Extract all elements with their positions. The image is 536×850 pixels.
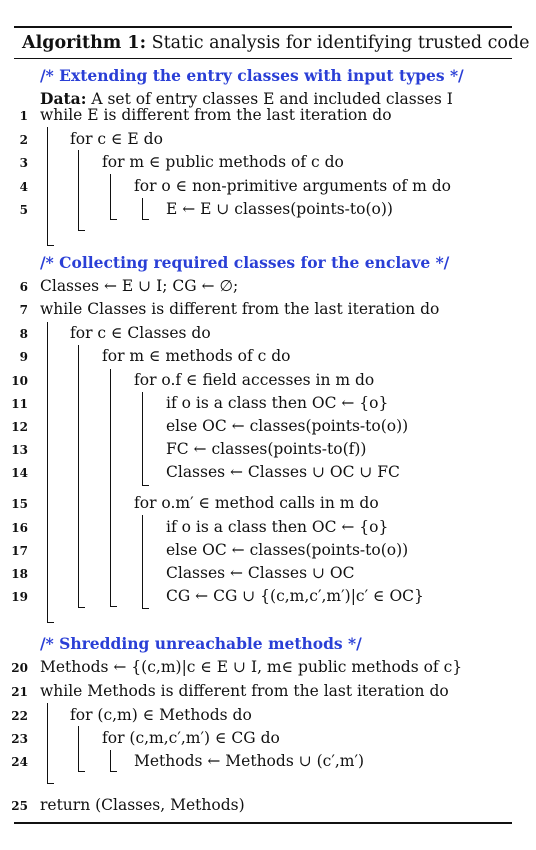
block-bar [47, 127, 48, 245]
algorithm-name: Static analysis for identifying trusted code [151, 33, 530, 53]
line-number: 2 [19, 133, 28, 147]
block-bar [110, 369, 111, 606]
block-bar [142, 515, 143, 608]
title-rule [14, 58, 512, 59]
block-end [142, 219, 149, 220]
code-line-11: if o is a class then OC ← {o} [166, 394, 389, 412]
code-line-25: return (Classes, Methods) [40, 796, 245, 814]
code-line-12: else OC ← classes(points-to(o)) [166, 417, 409, 435]
block-bar [78, 726, 79, 771]
code-line-5: E ← E ∪ classes(points-to(o)) [166, 200, 393, 218]
block-end [110, 606, 117, 607]
data-text: A set of entry classes E and included classes I [91, 90, 453, 108]
line-number: 21 [11, 685, 28, 699]
line-number: 8 [19, 327, 28, 341]
line-number: 3 [19, 156, 28, 170]
line-number: 13 [11, 443, 28, 457]
comment-collecting: /* Collecting required classes for the enclave */ [40, 253, 450, 272]
data-label: Data: [40, 89, 87, 108]
block-bar [110, 174, 111, 219]
line-number: 9 [19, 350, 28, 364]
line-number: 22 [11, 709, 28, 723]
block-bar [110, 750, 111, 771]
line-number: 20 [11, 661, 28, 675]
code-line-10: for o.f ∈ field accesses in m do [134, 371, 375, 389]
block-bar [142, 392, 143, 485]
code-line-18: Classes ← Classes ∪ OC [166, 564, 355, 582]
block-end [78, 771, 85, 772]
code-line-1: while E is different from the last iteration do [40, 106, 392, 124]
code-line-17: else OC ← classes(points-to(o)) [166, 541, 409, 559]
line-number: 4 [19, 180, 28, 194]
block-end [78, 607, 85, 608]
line-number: 25 [11, 799, 28, 813]
code-line-20: Methods ← {(c,m)|c ∈ E ∪ I, m∈ public methods of c} [40, 658, 463, 676]
code-line-9: for m ∈ methods of c do [102, 347, 291, 365]
line-number: 1 [19, 109, 28, 123]
code-line-14: Classes ← Classes ∪ OC ∪ FC [166, 463, 400, 481]
block-bar [142, 198, 143, 219]
code-line-8: for c ∈ Classes do [70, 324, 211, 342]
line-number: 7 [19, 303, 28, 317]
block-end [47, 622, 54, 623]
line-number: 23 [11, 732, 28, 746]
line-number: 15 [11, 497, 28, 511]
code-line-7: while Classes is different from the last iteration do [40, 300, 440, 318]
block-bar [47, 703, 48, 783]
block-end [110, 219, 117, 220]
code-line-13: FC ← classes(points-to(f)) [166, 440, 367, 458]
comment-shredding: /* Shredding unreachable methods */ [40, 634, 362, 653]
comment-extending: /* Extending the entry classes with input types */ [40, 66, 464, 85]
block-end [142, 608, 149, 609]
code-line-3: for m ∈ public methods of c do [102, 153, 344, 171]
code-line-19: CG ← CG ∪ {(c,m,c′,m′)|c′ ∈ OC} [166, 587, 424, 605]
code-line-16: if o is a class then OC ← {o} [166, 518, 389, 536]
code-line-15: for o.m′ ∈ method calls in m do [134, 494, 379, 512]
block-end [47, 245, 54, 246]
line-number: 5 [19, 203, 28, 217]
code-line-24: Methods ← Methods ∪ (c′,m′) [134, 752, 365, 770]
block-end [47, 783, 54, 784]
algorithm-title [22, 33, 530, 53]
line-number: 10 [11, 374, 28, 388]
code-line-6: Classes ← E ∪ I; CG ← ∅; [40, 277, 239, 295]
code-line-23: for (c,m,c′,m′) ∈ CG do [102, 729, 280, 747]
block-end [110, 771, 117, 772]
line-number: 12 [11, 420, 28, 434]
block-end [142, 485, 149, 486]
code-line-22: for (c,m) ∈ Methods do [70, 706, 252, 724]
block-bar [78, 345, 79, 607]
bottom-rule [14, 822, 512, 824]
line-number: 24 [11, 755, 28, 769]
block-bar [78, 150, 79, 230]
code-line-21: while Methods is different from the last iteration do [40, 682, 449, 700]
line-number: 18 [11, 567, 28, 581]
line-number: 16 [11, 521, 28, 535]
block-end [78, 230, 85, 231]
line-number: 17 [11, 544, 28, 558]
code-line-2: for c ∈ E do [70, 130, 163, 148]
line-number: 11 [11, 397, 28, 411]
line-number: 19 [11, 590, 28, 604]
code-line-4: for o ∈ non-primitive arguments of m do [134, 177, 451, 195]
algorithm-label: Algorithm 1: [22, 33, 147, 53]
block-bar [47, 322, 48, 622]
line-number: 14 [11, 466, 28, 480]
top-rule [14, 26, 512, 28]
line-number: 6 [19, 280, 28, 294]
